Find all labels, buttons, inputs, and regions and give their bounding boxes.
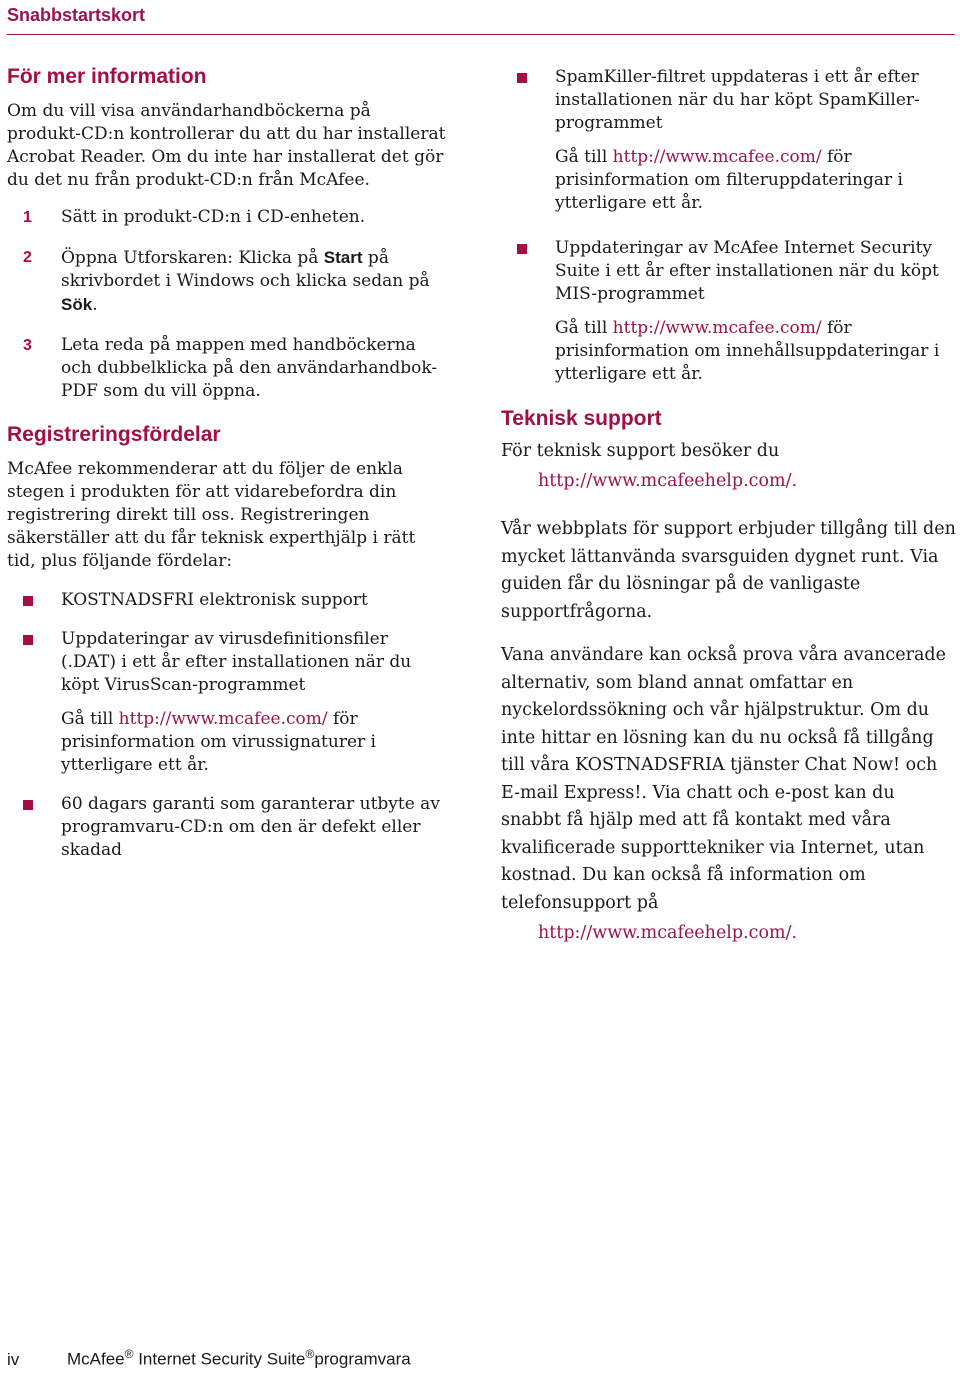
step-text-pre: Öppna Utforskaren: Klicka på (61, 248, 324, 268)
right-column (501, 66, 956, 948)
more-info-intro: Om du vill visa användarhandböckerna på produkt-CD:n kontrollerar du att du har installerat Acrobat Reader. Om du inte har installerat det gör du det nu från produkt-CD:n från McAfee. (7, 101, 446, 190)
footer-product: Internet Security Suite (133, 1349, 306, 1369)
header-divider (7, 34, 955, 35)
step-item (7, 334, 447, 403)
step-number: 3 (23, 337, 32, 354)
step-number: 1 (23, 209, 32, 226)
mcafee-link[interactable]: http://www.mcafee.com/ (612, 147, 822, 167)
step-number: 2 (23, 249, 32, 266)
sub-post: för prisinformation om filteruppdateringar i ytterligare ett år. (555, 147, 903, 213)
benefit-text: KOSTNADSFRI elektronisk support (61, 590, 368, 610)
sub-pre: Gå till (61, 709, 119, 729)
page-number: iv (7, 1349, 20, 1369)
support-url-2 (501, 920, 956, 948)
benefit-subtext (555, 146, 956, 215)
step-text-mid: på skrivbordet i Windows och klicka sedan på (61, 248, 430, 291)
ui-term-search: Sök (61, 295, 93, 314)
support-paragraph-1: Vår webbplats för support erbjuder tillgång till den mycket lättanvända svarsguiden dygnet runt. Via guiden får du lösningar på de vanligaste supportfrågorna. (501, 519, 956, 622)
registration-section (7, 420, 447, 862)
benefits-list (7, 589, 447, 862)
benefit-text: 60 dagars garanti som garanterar utbyte av programvaru-CD:n om den är defekt eller skadad (61, 794, 440, 860)
bullet-square-icon (23, 800, 33, 810)
benefit-item (7, 793, 447, 862)
step-text-post: . (92, 295, 98, 315)
support-heading: Teknisk support (501, 407, 662, 430)
bullet-square-icon (23, 596, 33, 606)
benefit-subtext (61, 708, 447, 777)
benefit-text: Uppdateringar av McAfee Internet Security Suite i ett år efter installationen när du köpt MIS-programmet (555, 238, 939, 304)
benefit-item (7, 589, 447, 612)
more-info-section (7, 62, 447, 403)
sub-post: för prisinformation om innehållsuppdateringar i ytterligare ett år. (555, 318, 940, 384)
step-item (7, 206, 447, 229)
sub-pre: Gå till (555, 318, 613, 338)
step-text: Leta reda på mappen med handböckerna och dubbelklicka på den användarhandbok-PDF som du vill öppna. (61, 335, 438, 401)
benefit-item (7, 628, 447, 777)
steps-list (7, 206, 447, 403)
bullet-square-icon (517, 244, 527, 254)
support-section (501, 404, 956, 948)
left-column (7, 62, 447, 878)
registered-mark: ® (124, 1347, 134, 1361)
mcafeehelp-link[interactable]: http://www.mcafeehelp.com/. (538, 923, 798, 943)
mcafee-link[interactable]: http://www.mcafee.com/ (612, 318, 822, 338)
benefit-subtext (555, 317, 956, 386)
support-url-1 (501, 468, 956, 496)
registration-intro: McAfee rekommenderar att du följer de enkla stegen i produkten för att vidarebefordra din registrering direkt till oss. Registreringen säkerställer att du får teknisk experthjälp i rätt tid, plus följande fördelar: (7, 459, 416, 571)
registration-heading: Registreringsfördelar (7, 423, 221, 446)
benefit-text: SpamKiller-filtret uppdateras i ett år efter installationen när du har köpt SpamKiller-programmet (555, 67, 920, 133)
bullet-square-icon (23, 635, 33, 645)
mcafee-link[interactable]: http://www.mcafee.com/ (118, 709, 328, 729)
running-head-title: Snabbstartskort (7, 5, 146, 25)
step-item (7, 246, 447, 317)
sub-post: för prisinformation om virussignaturer i ytterligare ett år. (61, 709, 376, 775)
more-benefits-list (501, 66, 956, 386)
benefit-item (501, 237, 956, 386)
benefit-text: Uppdateringar av virusdefinitionsfiler (.DAT) i ett år efter installationen när du köpt VirusScan-programmet (61, 629, 412, 695)
more-info-heading: För mer information (7, 65, 207, 88)
page-footer (7, 1347, 411, 1370)
support-paragraph-2: Vana användare kan också prova våra avancerade alternativ, som bland annat omfattar en nyckelordssökning och vår hjälpstruktur. Om du inte hittar en lösning kan du nu också få tillgång till våra KOSTNADSFRIA tjänster Chat Now! och E-mail Express!. Via chatt och e-post kan du snabbt få hjälp med att få kontakt med våra kvalificerade supporttekniker via Internet, utan kostnad. Du kan också få information om telefonsupport på (501, 645, 946, 913)
footer-suffix: programvara (314, 1349, 411, 1369)
ui-term-start: Start (323, 248, 363, 267)
registered-mark: ® (305, 1347, 315, 1361)
step-text: Sätt in produkt-CD:n i CD-enheten. (61, 207, 366, 227)
footer-brand: McAfee (67, 1349, 125, 1369)
sub-pre: Gå till (555, 147, 613, 167)
mcafeehelp-link[interactable]: http://www.mcafeehelp.com/. (538, 470, 798, 491)
benefit-item (501, 66, 956, 215)
support-intro: För teknisk support besöker du (501, 441, 780, 461)
bullet-square-icon (517, 73, 527, 83)
